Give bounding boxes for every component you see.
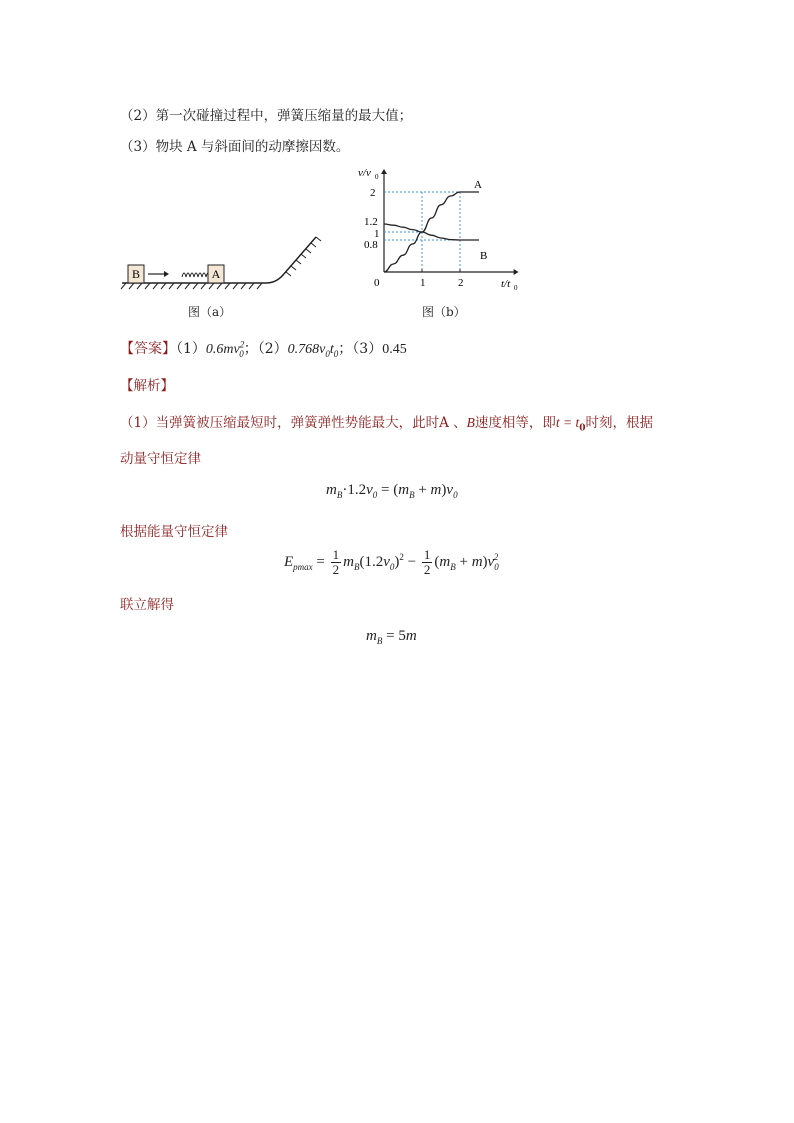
x-tick-2: 2 bbox=[458, 277, 464, 289]
answer-2: $0.768v_0t_0$ bbox=[287, 342, 339, 359]
y-axis-label: v/v bbox=[358, 167, 371, 179]
equation-2: $E_{pmax}$ = $\frac{1}{2}$ $m_B(1.2v_0)^2$ − $\frac{1}{2}$ $(m_B + m)v_0^2$ bbox=[284, 547, 499, 577]
question-3: （3）物块 A 与斜面间的动摩擦因数。 bbox=[120, 139, 350, 155]
figure-b-caption: 图（b） bbox=[422, 305, 466, 319]
curve-b-label: B bbox=[480, 250, 488, 262]
y-axis-arrow-icon bbox=[381, 169, 387, 174]
figure-a bbox=[118, 225, 328, 295]
equation-3: $m_B = 5m$ bbox=[366, 628, 417, 646]
question-2: （2）第一次碰撞过程中，弹簧压缩量的最大值； bbox=[120, 108, 413, 124]
figure-a-caption: 图（a） bbox=[188, 305, 232, 319]
answer-label: 【答案】 bbox=[120, 341, 176, 357]
origin-label: 0 bbox=[374, 277, 380, 289]
answer-3: 0.45 bbox=[382, 342, 407, 357]
answer-part2-prefix: ；（2） bbox=[243, 341, 288, 357]
answer-1: $0.6mv^2_0$ bbox=[205, 339, 245, 359]
answer-line bbox=[120, 338, 407, 359]
y-tick-1.2: 1.2 bbox=[364, 216, 378, 228]
x-tick-1: 1 bbox=[420, 277, 426, 289]
arrow-icon bbox=[164, 271, 169, 277]
equation-1: $m_B\cdot 1.2v_0 = (m_B + m)v_0$ bbox=[326, 482, 458, 500]
x-axis-arrow-icon bbox=[514, 269, 519, 275]
analysis-paragraph-4: 联立解得 bbox=[120, 597, 174, 613]
answer-part3-prefix: ；（3） bbox=[338, 341, 383, 357]
analysis-paragraph-3: 根据能量守恒定律 bbox=[120, 524, 228, 540]
y-tick-2: 2 bbox=[370, 187, 376, 199]
analysis-paragraph-2: 动量守恒定律 bbox=[120, 451, 201, 467]
curve-a-label: A bbox=[474, 179, 482, 191]
series-curve-B bbox=[384, 224, 479, 240]
y-tick-0.8: 0.8 bbox=[364, 239, 378, 251]
y-tick-1: 1 bbox=[374, 228, 380, 240]
x-axis-label: t/t bbox=[501, 278, 511, 290]
spring-icon bbox=[182, 273, 210, 277]
analysis-paragraph-1: （1）当弹簧被压缩最短时，弹簧弹性势能最大，此时A 、B速度相等，即$t = t_0$时刻，根据 bbox=[120, 415, 654, 434]
block-a-label: A bbox=[211, 267, 221, 281]
x-axis-sub: 0 bbox=[514, 284, 518, 292]
analysis-label: 【解析】 bbox=[120, 378, 174, 394]
answer-part1-prefix: （1） bbox=[176, 341, 206, 357]
block-b-label: B bbox=[131, 267, 141, 281]
series-curve-A bbox=[384, 192, 479, 272]
figure-b-chart bbox=[348, 160, 538, 295]
y-axis-sub: 0 bbox=[375, 173, 379, 181]
